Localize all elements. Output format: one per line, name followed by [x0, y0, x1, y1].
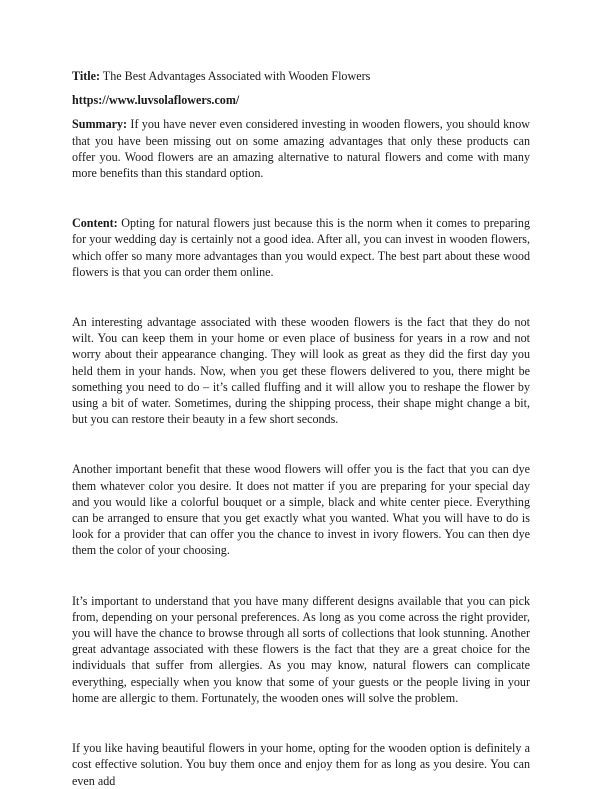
document-page: [72, 68, 530, 789]
body-paragraph-2: Another important benefit that these wood flowers will offer you is the fact that you can dye them whatever color you desire. It does not matter if you are preparing for your special day and you would like a colorful bouquet or a simple, black and white center piece. Everything can be arranged to ensure that you get exactly what you wanted. What you will have to do is look for a provider that can offer you the chance to invest in ivory flowers. You can then dye them the color of your choosing.: [72, 462, 530, 558]
title-label: Title:: [72, 69, 100, 83]
content-paragraph: [72, 215, 530, 280]
title-text: The Best Advantages Associated with Wooden Flowers: [100, 69, 371, 83]
body-paragraph-3: It’s important to understand that you have many different designs available that you can pick from, depending on your personal preferences. As long as you come across the right provider, you will have the chance to browse through all sorts of collections that look stunning. Another great advantage associated with these flowers is the fact that they are a great choice for the individuals that suffer from allergies. As you may know, natural flowers can complicate everything, especially when you know that some of your guests or the people living in your home are allergic to them. Fortunately, the wooden ones will solve the problem.: [72, 593, 530, 705]
content-label: Content:: [72, 216, 118, 231]
body-paragraph-1: An interesting advantage associated with these wooden flowers is the fact that they do not wilt. You can keep them in your home or even place of business for years in a row and not worry about their appearance changing. They will look as great as they did the first day you held them in your hands. Now, when you get these flowers delivered to you, there might be something you need to do – it’s called fluffing and it will allow you to reshape the flower by using a bit of water. Sometimes, during the shipping process, their shape might change a bit, but you can restore their beauty in a few short seconds.: [72, 315, 530, 427]
summary-text: If you have never even considered investing in wooden flowers, you should know that you have been missing out on some amazing advantages that only these products can offer you. Wood flowers are an amazing alternative to natural flowers and come with many more benefits than this standard option.: [72, 117, 530, 181]
url-line: [72, 92, 530, 108]
body-paragraph-4: If you like having beautiful flowers in your home, opting for the wooden option is definitely a cost effective solution. You buy them once and enjoy them for as long as you desire. You can even add: [72, 741, 530, 788]
content-text: Opting for natural flowers just because this is the norm when it comes to preparing for your wedding day is certainly not a good idea. After all, you can invest in wooden flowers, which offer so many more advantages than you would expect. The best part about these wood flowers is that you can order them online.: [72, 216, 530, 279]
summary-label: Summary:: [72, 117, 128, 132]
website-url[interactable]: https://www.luvsolaflowers.com/: [72, 93, 240, 108]
summary-paragraph: [72, 116, 530, 181]
title-line: [72, 68, 530, 84]
